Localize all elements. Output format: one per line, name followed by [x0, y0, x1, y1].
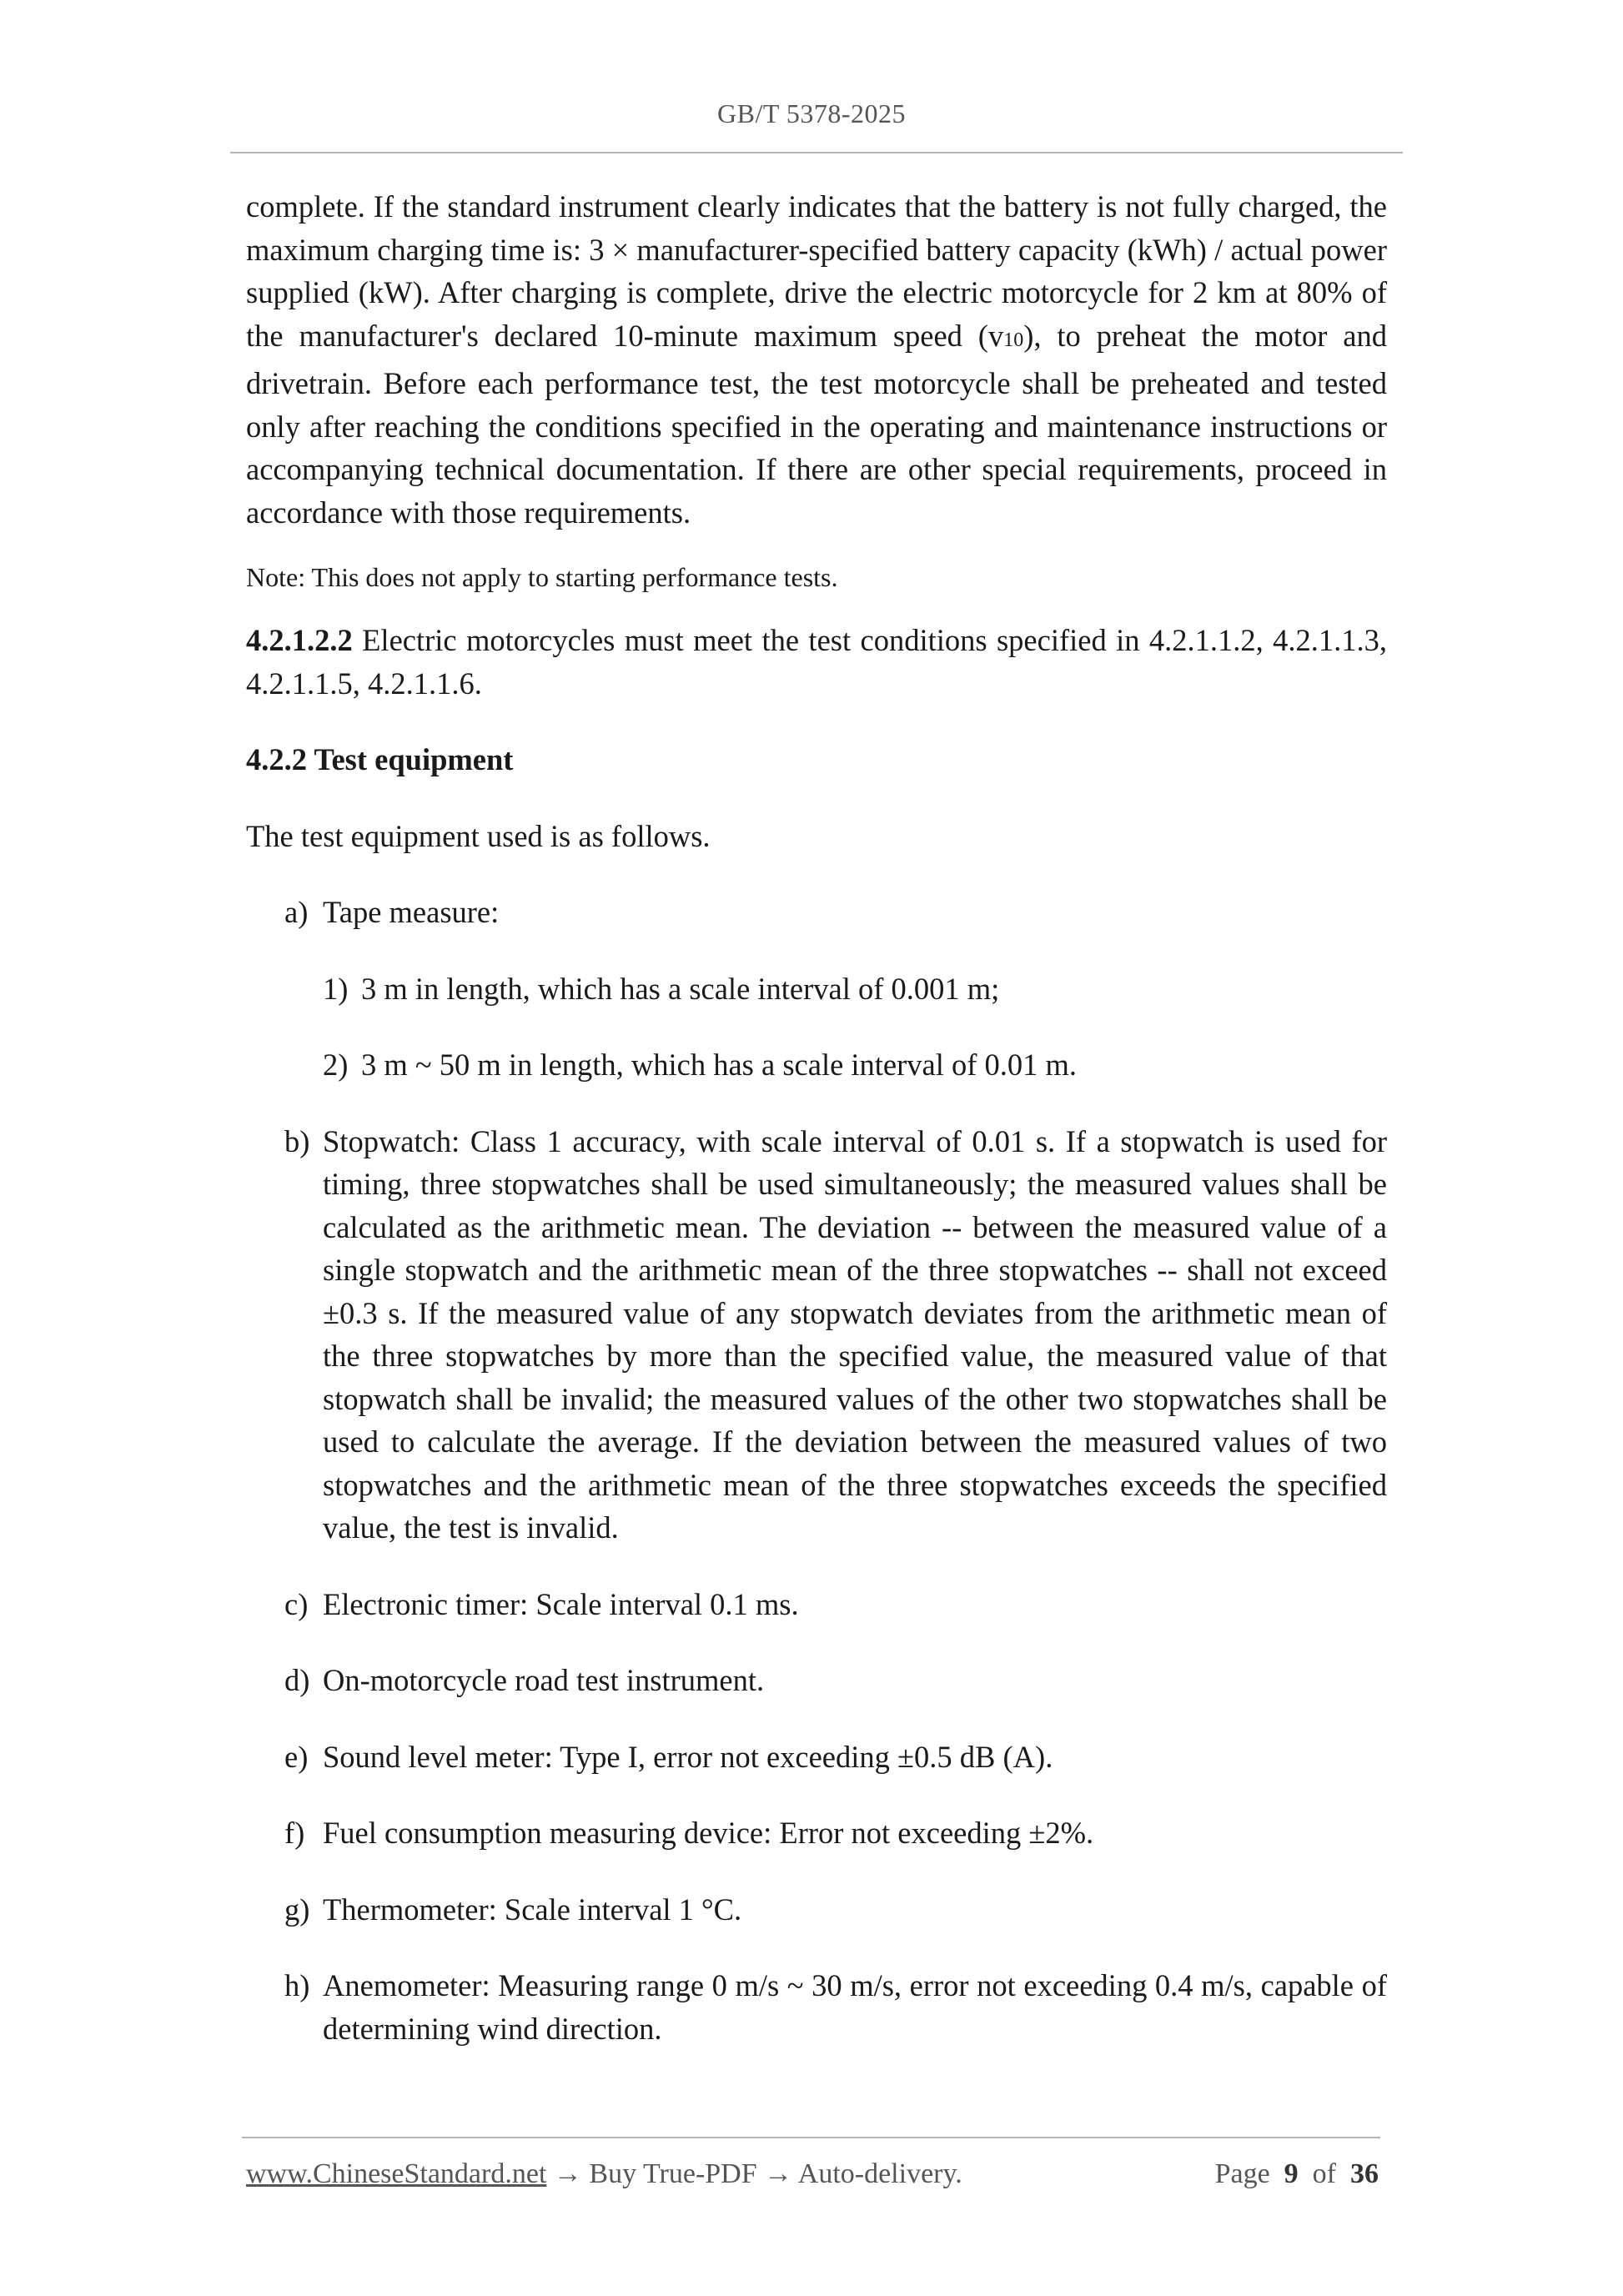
list-item-f [246, 1811, 1387, 1855]
list-item-label: a) [284, 895, 309, 929]
list-item-text: Tape measure: [323, 895, 500, 929]
list-item-label: b) [284, 1123, 310, 1158]
of-word: of [1312, 2158, 1336, 2189]
list-item-b [246, 1120, 1387, 1550]
footer-promo-text: → Buy True-PDF → Auto-delivery. [546, 2158, 962, 2189]
list-subitem-2 [246, 1043, 1387, 1087]
footer-divider [242, 2137, 1380, 2138]
website-link[interactable]: www.ChineseStandard.net [246, 2158, 547, 2189]
list-subitem-text: 3 m ~ 50 m in length, which has a scale interval of 0.01 m. [361, 1048, 1078, 1082]
clause-4-2-1-2-2 [246, 619, 1387, 705]
header-divider [230, 152, 1403, 153]
list-item-d [246, 1659, 1387, 1702]
list-subitem-text: 3 m in length, which has a scale interval of 0.001 m; [361, 971, 1000, 1006]
equipment-intro: The test equipment used is as follows. [246, 818, 711, 853]
list-item-text: Electronic timer: Scale interval 0.1 ms. [323, 1586, 799, 1621]
list-item-text: Thermometer: Scale interval 1 °C. [323, 1892, 742, 1927]
list-item-g [246, 1888, 1387, 1932]
list-item-text: Fuel consumption measuring device: Error not exceeding ±2%. [323, 1816, 1094, 1850]
list-subitem-1 [246, 967, 1387, 1011]
paragraph-text-part-2: ), to preheat the motor and drivetrain. Before each performance test, the test motorcycle shall be preheated and tested only after reaching the conditions specified in the operating and maintenance instructions or accompanying technical documentation. If there are other special requirements, proceed in accordance with those requirements. [246, 318, 1387, 530]
total-pages-number: 36 [1350, 2158, 1379, 2189]
list-subitem-label: 2) [323, 1048, 349, 1082]
list-item-e [246, 1736, 1387, 1779]
list-subitem-label: 1) [323, 971, 349, 1006]
v10-subscript: 10 [1003, 329, 1024, 351]
list-item-label: c) [284, 1586, 309, 1621]
list-item-label: f) [284, 1816, 305, 1850]
clause-number: 4.2.1.2.2 [246, 623, 353, 657]
paragraph-text-part-1: complete. If the standard instrument clearly indicates that the battery is not fully charged, the maximum charging time is: 3 × manufacturer-specified battery capacity (kWh) / actual power supplied (kW). After charging is complete, drive the electric motorcycle for 2 km at 80% of the manufacturer's declared 10-minute maximum speed ( [246, 189, 1387, 353]
list-item-h [246, 1964, 1387, 2050]
list-item-text: Anemometer: Measuring range 0 m/s ~ 30 m/s, error not exceeding 0.4 m/s, capable of determining wind direction. [323, 1968, 1387, 2046]
clause-text: Electric motorcycles must meet the test conditions specified in 4.2.1.1.2, 4.2.1.1.3, 4.2.1.1.5, 4.2.1.1.6. [246, 623, 1387, 701]
list-item-label: h) [284, 1968, 310, 2002]
list-item-text: On-motorcycle road test instrument. [323, 1663, 765, 1697]
footer-promo [246, 2158, 962, 2190]
continuation-paragraph [246, 185, 1387, 534]
current-page-number: 9 [1284, 2158, 1299, 2189]
note-text: Note: This does not apply to starting performance tests. [246, 562, 838, 592]
document-code-header: GB/T 5378-2025 [717, 98, 906, 128]
list-item-label: g) [284, 1892, 310, 1927]
page-indicator [1215, 2158, 1379, 2190]
list-item-c [246, 1583, 1387, 1626]
list-item-a [246, 891, 1387, 934]
section-heading-4-2-2: 4.2.2 Test equipment [246, 742, 514, 776]
page-footer [246, 2158, 1379, 2200]
list-item-label: e) [284, 1739, 309, 1774]
list-item-text: Sound level meter: Type I, error not exceeding ±0.5 dB (A). [323, 1739, 1053, 1774]
list-item-label: d) [284, 1663, 310, 1697]
page-content [246, 185, 1387, 2050]
page-word: Page [1214, 2158, 1270, 2189]
list-item-text: Stopwatch: Class 1 accuracy, with scale interval of 0.01 s. If a stopwatch is used for timing, three stopwatches shall be used simultaneously; the measured values shall be calculated as the arithmetic mean. The deviation -- between the measured value of a single stopwatch and the arithmetic mean of the three stopwatches -- shall not exceed ±0.3 s. If the measured value of any stopwatch deviates from the arithmetic mean of the three stopwatches by more than the specified value, the measured value of that stopwatch shall be invalid; the measured values of the other two stopwatches shall be used to calculate the average. If the deviation between the measured values of two stopwatches and the arithmetic mean of the three stopwatches exceeds the specified value, the test is invalid. [323, 1123, 1387, 1545]
v10-symbol: v [987, 318, 1004, 353]
